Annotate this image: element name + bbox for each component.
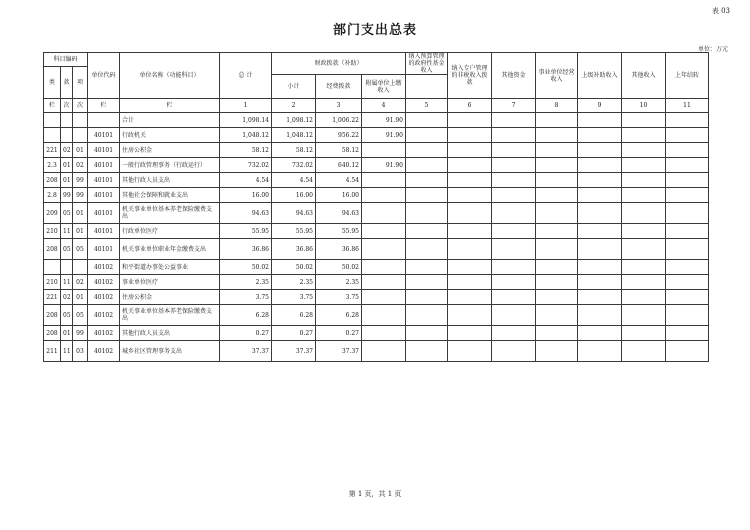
cell-empty xyxy=(622,239,666,260)
cell-gov-fund: 91.90 xyxy=(362,113,406,128)
cell-subtotal: 6.28 xyxy=(272,305,316,326)
cell-empty xyxy=(666,128,709,143)
cell-total: 16.00 xyxy=(220,188,272,203)
cell-total: 37.37 xyxy=(220,341,272,362)
cell-gov-fund: 91.90 xyxy=(362,128,406,143)
cell-empty xyxy=(578,113,622,128)
cell-empty xyxy=(666,326,709,341)
cell-xiang: 01 xyxy=(73,203,88,224)
cell-xiang: 99 xyxy=(73,188,88,203)
cell-unit-name: 城乡社区管理事务支出 xyxy=(120,341,220,362)
cell-empty xyxy=(666,239,709,260)
cell-empty xyxy=(406,158,448,173)
cell-empty xyxy=(536,305,578,326)
cell-empty xyxy=(448,239,492,260)
cell-unit-name: 合计 xyxy=(120,113,220,128)
cell-empty xyxy=(448,203,492,224)
cell-subtotal: 94.63 xyxy=(272,203,316,224)
cell-empty xyxy=(536,203,578,224)
cell-empty xyxy=(492,275,536,290)
cell-unit-code: 40102 xyxy=(88,290,120,305)
cell-xiang xyxy=(73,128,88,143)
cell-kuan: 02 xyxy=(61,290,73,305)
cell-empty xyxy=(448,188,492,203)
table-row xyxy=(44,326,709,341)
cell-empty xyxy=(536,326,578,341)
cell-general-budget: 36.86 xyxy=(316,239,362,260)
cell-empty xyxy=(578,173,622,188)
cell-xiang xyxy=(73,113,88,128)
cell-lei: 208 xyxy=(44,305,61,326)
cell-empty xyxy=(536,128,578,143)
cell-unit-name: 机关事业单位基本养老保险缴费支出 xyxy=(120,203,220,224)
table-header xyxy=(44,53,709,113)
cell-gov-fund xyxy=(362,326,406,341)
cell-empty xyxy=(622,203,666,224)
cell-empty xyxy=(492,239,536,260)
table-row xyxy=(44,260,709,275)
cell-total: 36.86 xyxy=(220,239,272,260)
cell-total: 0.27 xyxy=(220,326,272,341)
header-dept-other: 其他资金 xyxy=(492,53,536,99)
cell-unit-name: 机关事业单位职业年金缴费支出 xyxy=(120,239,220,260)
cell-subtotal: 4.54 xyxy=(272,173,316,188)
cell-unit-code: 40101 xyxy=(88,224,120,239)
cell-empty xyxy=(492,290,536,305)
cell-general-budget: 6.28 xyxy=(316,305,362,326)
table-row xyxy=(44,305,709,326)
header-general-budget: 经费拨款 xyxy=(316,75,362,99)
cell-unit-code: 40101 xyxy=(88,143,120,158)
cell-gov-fund xyxy=(362,143,406,158)
cell-unit-name: 一般行政管理事务（行政运行） xyxy=(120,158,220,173)
cell-unit-code xyxy=(88,113,120,128)
cell-empty xyxy=(666,113,709,128)
table-row xyxy=(44,173,709,188)
cell-empty xyxy=(578,188,622,203)
cell-subtotal: 50.02 xyxy=(272,260,316,275)
cell-unit-code: 40102 xyxy=(88,326,120,341)
cell-subtotal: 2.35 xyxy=(272,275,316,290)
table-row xyxy=(44,290,709,305)
cell-total: 55.95 xyxy=(220,224,272,239)
cell-lei: 221 xyxy=(44,290,61,305)
cell-unit-code: 40101 xyxy=(88,239,120,260)
cell-empty xyxy=(406,275,448,290)
cell-empty xyxy=(492,173,536,188)
cell-xiang: 02 xyxy=(73,158,88,173)
cell-empty xyxy=(448,143,492,158)
cell-total: 1,098.14 xyxy=(220,113,272,128)
cell-empty xyxy=(406,143,448,158)
cell-empty xyxy=(578,260,622,275)
cell-lei: 2.3 xyxy=(44,158,61,173)
cell-general-budget: 4.54 xyxy=(316,173,362,188)
cell-kuan: 01 xyxy=(61,158,73,173)
cell-empty xyxy=(492,113,536,128)
cell-total: 732.02 xyxy=(220,158,272,173)
cell-unit-name: 机关事业单位基本养老保险缴费支出 xyxy=(120,305,220,326)
cell-xiang: 99 xyxy=(73,326,88,341)
cell-empty xyxy=(448,260,492,275)
expenditure-table xyxy=(43,52,709,362)
cell-empty xyxy=(536,158,578,173)
cell-empty xyxy=(666,260,709,275)
cell-empty xyxy=(448,224,492,239)
cell-lei xyxy=(44,128,61,143)
cell-kuan: 11 xyxy=(61,275,73,290)
cell-empty xyxy=(536,188,578,203)
table-row xyxy=(44,158,709,173)
column-index-cell: 1 xyxy=(220,99,272,113)
cell-subtotal: 1,048.12 xyxy=(272,128,316,143)
cell-general-budget: 640.12 xyxy=(316,158,362,173)
cell-empty xyxy=(492,224,536,239)
cell-empty xyxy=(622,341,666,362)
cell-empty xyxy=(406,113,448,128)
cell-empty xyxy=(666,173,709,188)
cell-empty xyxy=(536,224,578,239)
cell-empty xyxy=(406,326,448,341)
cell-empty xyxy=(536,239,578,260)
cell-empty xyxy=(536,143,578,158)
column-index-cell: 2 xyxy=(272,99,316,113)
cell-unit-code: 40101 xyxy=(88,173,120,188)
cell-lei xyxy=(44,260,61,275)
cell-total: 2.35 xyxy=(220,275,272,290)
table-row xyxy=(44,128,709,143)
cell-unit-name: 住房公积金 xyxy=(120,143,220,158)
cell-subtotal: 55.95 xyxy=(272,224,316,239)
cell-empty xyxy=(666,305,709,326)
cell-empty xyxy=(448,128,492,143)
cell-empty xyxy=(622,275,666,290)
header-prev-balance: 上年结转 xyxy=(666,53,709,99)
header-kuan: 款 xyxy=(61,67,73,99)
cell-empty xyxy=(406,203,448,224)
cell-kuan: 01 xyxy=(61,173,73,188)
header-unit-name: 单位名称（功能科目） xyxy=(120,53,220,99)
cell-empty xyxy=(578,290,622,305)
cell-lei: 208 xyxy=(44,239,61,260)
cell-subtotal: 3.75 xyxy=(272,290,316,305)
header-xiang: 项 xyxy=(73,67,88,99)
cell-empty xyxy=(578,275,622,290)
table-row xyxy=(44,203,709,224)
cell-xiang: 05 xyxy=(73,239,88,260)
cell-total: 1,048.12 xyxy=(220,128,272,143)
column-index-row xyxy=(44,99,709,113)
cell-total: 50.02 xyxy=(220,260,272,275)
column-index-cell: 6 xyxy=(448,99,492,113)
cell-gov-fund: 91.90 xyxy=(362,158,406,173)
page-footer: 第 1 页，共 1 页 xyxy=(348,490,402,498)
cell-subtotal: 0.27 xyxy=(272,326,316,341)
cell-empty xyxy=(622,113,666,128)
header-lei: 类 xyxy=(44,67,61,99)
column-index-cell: 栏 xyxy=(88,99,120,113)
cell-empty xyxy=(448,275,492,290)
cell-unit-code: 40102 xyxy=(88,341,120,362)
cell-gov-fund xyxy=(362,260,406,275)
cell-lei: 210 xyxy=(44,224,61,239)
cell-total: 94.63 xyxy=(220,203,272,224)
cell-empty xyxy=(578,305,622,326)
header-unit-code: 单位代码 xyxy=(88,53,120,99)
cell-empty xyxy=(448,158,492,173)
cell-total: 3.75 xyxy=(220,290,272,305)
cell-empty xyxy=(406,173,448,188)
cell-empty xyxy=(666,290,709,305)
column-index-cell: 11 xyxy=(666,99,709,113)
header-subject-code: 科目编码 xyxy=(44,53,88,67)
cell-empty xyxy=(666,224,709,239)
cell-empty xyxy=(578,326,622,341)
cell-empty xyxy=(536,275,578,290)
header-gov-fund: 纳入预算管理的政府性基金收入 xyxy=(406,53,448,75)
table-row xyxy=(44,143,709,158)
cell-general-budget: 94.63 xyxy=(316,203,362,224)
cell-unit-name: 其他行政人员支出 xyxy=(120,326,220,341)
cell-empty xyxy=(622,326,666,341)
column-index-cell: 次 xyxy=(73,99,88,113)
cell-lei: 208 xyxy=(44,173,61,188)
cell-unit-name: 其他社会保障和就业支出 xyxy=(120,188,220,203)
cell-empty xyxy=(448,341,492,362)
cell-empty xyxy=(406,260,448,275)
cell-general-budget: 3.75 xyxy=(316,290,362,305)
cell-empty xyxy=(448,305,492,326)
cell-subtotal: 732.02 xyxy=(272,158,316,173)
cell-total: 4.54 xyxy=(220,173,272,188)
cell-empty xyxy=(406,341,448,362)
table-row xyxy=(44,113,709,128)
cell-subtotal: 37.37 xyxy=(272,341,316,362)
cell-empty xyxy=(578,239,622,260)
cell-empty xyxy=(492,158,536,173)
cell-empty xyxy=(622,188,666,203)
cell-empty xyxy=(492,188,536,203)
cell-kuan xyxy=(61,113,73,128)
cell-kuan: 05 xyxy=(61,239,73,260)
cell-general-budget: 16.00 xyxy=(316,188,362,203)
cell-general-budget: 37.37 xyxy=(316,341,362,362)
cell-general-budget: 956.22 xyxy=(316,128,362,143)
cell-lei: 209 xyxy=(44,203,61,224)
cell-subtotal: 58.12 xyxy=(272,143,316,158)
cell-empty xyxy=(406,305,448,326)
cell-lei: 208 xyxy=(44,326,61,341)
column-index-cell: 8 xyxy=(536,99,578,113)
cell-kuan: 05 xyxy=(61,203,73,224)
cell-unit-name: 其他行政人员支出 xyxy=(120,173,220,188)
cell-unit-name: 住房公积金 xyxy=(120,290,220,305)
cell-empty xyxy=(492,143,536,158)
cell-general-budget: 55.95 xyxy=(316,224,362,239)
cell-empty xyxy=(406,128,448,143)
unit-label: 单位：万元 xyxy=(697,46,728,53)
header-subtotal: 小计 xyxy=(272,75,316,99)
cell-empty xyxy=(666,158,709,173)
cell-gov-fund xyxy=(362,341,406,362)
cell-empty xyxy=(492,326,536,341)
cell-empty xyxy=(578,158,622,173)
cell-empty xyxy=(622,173,666,188)
cell-empty xyxy=(578,224,622,239)
header-attached: 上级补助收入 xyxy=(578,53,622,99)
cell-empty xyxy=(666,341,709,362)
cell-unit-code: 40102 xyxy=(88,305,120,326)
cell-general-budget: 0.27 xyxy=(316,326,362,341)
cell-empty xyxy=(536,341,578,362)
cell-empty xyxy=(622,290,666,305)
table-row xyxy=(44,188,709,203)
cell-xiang: 99 xyxy=(73,173,88,188)
cell-general-budget: 58.12 xyxy=(316,143,362,158)
cell-empty xyxy=(406,290,448,305)
column-index-cell: 栏 xyxy=(44,99,61,113)
cell-kuan: 01 xyxy=(61,326,73,341)
cell-empty xyxy=(622,158,666,173)
cell-xiang: 03 xyxy=(73,341,88,362)
cell-empty xyxy=(622,305,666,326)
cell-lei: 2.8 xyxy=(44,188,61,203)
table-row xyxy=(44,224,709,239)
cell-empty xyxy=(536,290,578,305)
cell-gov-fund xyxy=(362,173,406,188)
cell-unit-code: 40102 xyxy=(88,260,120,275)
cell-gov-fund xyxy=(362,305,406,326)
page-title: 部门支出总表 xyxy=(332,23,417,38)
cell-empty xyxy=(492,341,536,362)
cell-subtotal: 36.86 xyxy=(272,239,316,260)
cell-xiang: 05 xyxy=(73,305,88,326)
table-row xyxy=(44,341,709,362)
cell-empty xyxy=(536,260,578,275)
cell-unit-name: 行政单位医疗 xyxy=(120,224,220,239)
column-index-cell: 10 xyxy=(622,99,666,113)
cell-unit-code: 40101 xyxy=(88,203,120,224)
cell-gov-fund xyxy=(362,224,406,239)
cell-lei: 210 xyxy=(44,275,61,290)
cell-gov-fund xyxy=(362,203,406,224)
cell-gov-fund xyxy=(362,239,406,260)
cell-xiang: 02 xyxy=(73,275,88,290)
cell-empty xyxy=(622,260,666,275)
cell-empty xyxy=(448,113,492,128)
cell-gov-fund xyxy=(362,290,406,305)
cell-general-budget: 1,006.22 xyxy=(316,113,362,128)
cell-kuan: 99 xyxy=(61,188,73,203)
cell-total: 6.28 xyxy=(220,305,272,326)
header-public-budget: 事业单位经营收入 xyxy=(536,53,578,99)
cell-empty xyxy=(406,239,448,260)
cell-unit-name: 行政机关 xyxy=(120,128,220,143)
cell-empty xyxy=(578,203,622,224)
cell-kuan: 11 xyxy=(61,341,73,362)
table-row xyxy=(44,239,709,260)
cell-kuan xyxy=(61,128,73,143)
cell-empty xyxy=(666,275,709,290)
cell-empty xyxy=(448,290,492,305)
cell-unit-name: 和平街道办事处公益事业 xyxy=(120,260,220,275)
header-special-fund: 纳入专户管理的非税收入拨款 xyxy=(448,53,492,99)
header-gov-fund-sub xyxy=(406,75,448,99)
cell-xiang: 01 xyxy=(73,224,88,239)
cell-empty xyxy=(406,224,448,239)
cell-empty xyxy=(448,173,492,188)
column-index-cell: 次 xyxy=(61,99,73,113)
cell-kuan xyxy=(61,260,73,275)
cell-empty xyxy=(666,203,709,224)
cell-general-budget: 50.02 xyxy=(316,260,362,275)
cell-xiang: 01 xyxy=(73,290,88,305)
cell-lei: 221 xyxy=(44,143,61,158)
cell-empty xyxy=(622,128,666,143)
cell-xiang: 01 xyxy=(73,143,88,158)
cell-lei: 211 xyxy=(44,341,61,362)
cell-lei xyxy=(44,113,61,128)
header-total: 总 计 xyxy=(220,53,272,99)
column-index-cell: 7 xyxy=(492,99,536,113)
cell-unit-code: 40101 xyxy=(88,128,120,143)
cell-empty xyxy=(492,260,536,275)
cell-gov-fund xyxy=(362,275,406,290)
cell-empty xyxy=(448,326,492,341)
cell-empty xyxy=(622,224,666,239)
cell-empty xyxy=(578,128,622,143)
cell-unit-code: 40102 xyxy=(88,275,120,290)
cell-empty xyxy=(622,143,666,158)
cell-empty xyxy=(536,113,578,128)
column-index-cell: 4 xyxy=(362,99,406,113)
cell-unit-name: 事业单位医疗 xyxy=(120,275,220,290)
header-lower-unit: 附属单位上缴收入 xyxy=(362,75,406,99)
cell-subtotal: 16.00 xyxy=(272,188,316,203)
column-index-cell: 3 xyxy=(316,99,362,113)
table-row xyxy=(44,275,709,290)
cell-general-budget: 2.35 xyxy=(316,275,362,290)
cell-xiang xyxy=(73,260,88,275)
cell-unit-code: 40101 xyxy=(88,158,120,173)
table-number-mark: 表 03 xyxy=(711,7,730,15)
column-index-cell: 5 xyxy=(406,99,448,113)
column-index-cell: 9 xyxy=(578,99,622,113)
column-index-cell: 栏 xyxy=(120,99,220,113)
cell-kuan: 05 xyxy=(61,305,73,326)
cell-kuan: 11 xyxy=(61,224,73,239)
header-other-income: 其他收入 xyxy=(622,53,666,99)
cell-total: 58.12 xyxy=(220,143,272,158)
cell-gov-fund xyxy=(362,188,406,203)
cell-subtotal: 1,098.12 xyxy=(272,113,316,128)
cell-unit-code: 40101 xyxy=(88,188,120,203)
cell-empty xyxy=(406,188,448,203)
cell-empty xyxy=(578,143,622,158)
cell-empty xyxy=(536,173,578,188)
header-fiscal-allocation: 财政拨款（补助） xyxy=(272,53,406,75)
cell-empty xyxy=(492,305,536,326)
cell-empty xyxy=(492,203,536,224)
cell-empty xyxy=(666,188,709,203)
cell-kuan: 02 xyxy=(61,143,73,158)
table-body xyxy=(44,113,709,362)
cell-empty xyxy=(666,143,709,158)
cell-empty xyxy=(578,341,622,362)
cell-empty xyxy=(492,128,536,143)
